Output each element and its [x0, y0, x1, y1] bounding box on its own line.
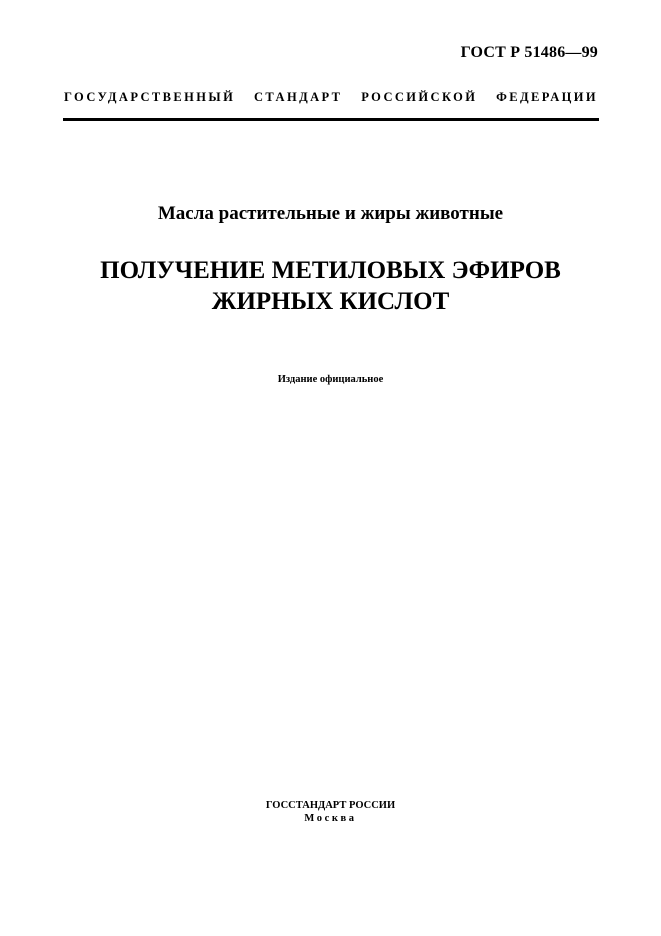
document-code: ГОСТ Р 51486—99 [460, 44, 598, 61]
publisher-name: ГОССТАНДАРТ РОССИИ [265, 800, 396, 811]
state-standard-heading: ГОСУДАРСТВЕННЫЙ СТАНДАРТ РОССИЙСКОЙ ФЕДЕРАЦИИ [64, 90, 598, 104]
document-subject: Масла растительные и жиры животные [157, 203, 504, 224]
publisher-city: Москва [304, 813, 357, 824]
edition-note: Издание официальное [277, 374, 384, 385]
publisher-block [0, 799, 661, 825]
title-line-2: ЖИРНЫХ КИСЛОТ [211, 288, 450, 315]
title-line-1: ПОЛУЧЕНИЕ МЕТИЛОВЫХ ЭФИРОВ [100, 257, 561, 284]
document-title [0, 255, 661, 317]
header-divider [63, 118, 599, 121]
